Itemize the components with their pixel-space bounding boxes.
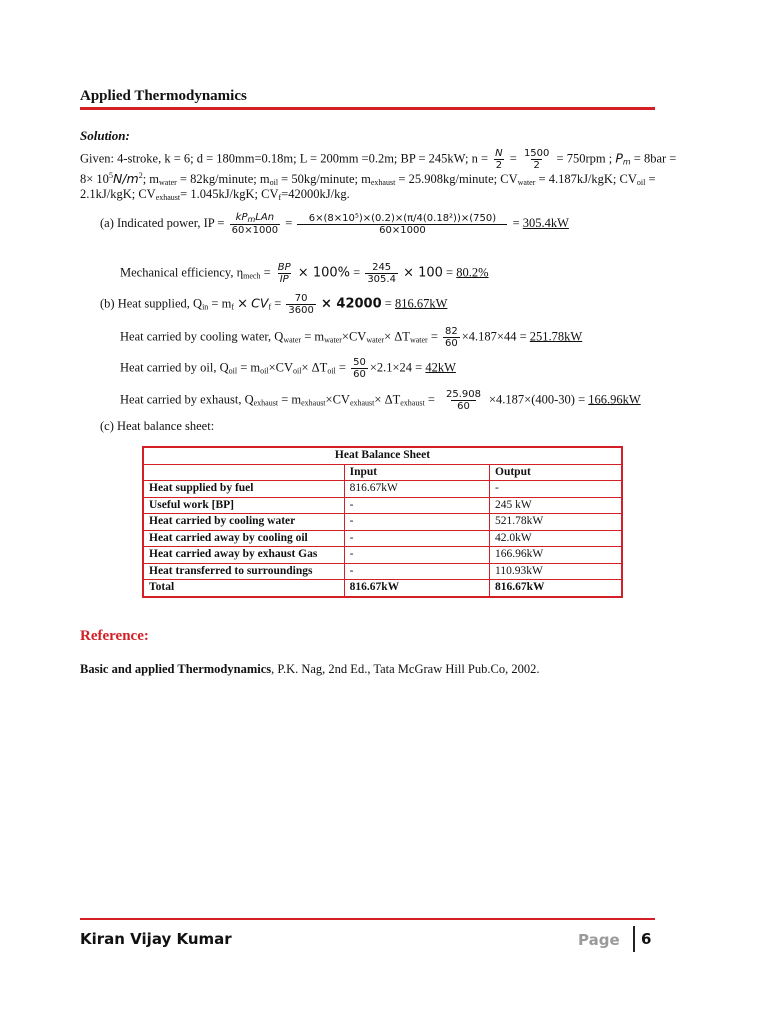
given-line-2: $8\times 10^5N/m^2$; $m_{water}$ = 82kg/minute; $m_{oil}$ = 50kg/minute; $m_{exhaust}$ = 25.908kg/minute; $CV_{water} = 4.187kJ/kgK$; $CV_{oil}$ =	[80, 171, 656, 187]
table-row	[143, 547, 622, 564]
table-title-row	[143, 447, 622, 464]
row-label: Heat carried by cooling water	[143, 514, 344, 531]
fraction: $\frac{1500}{2}$	[523, 148, 550, 171]
footer-page-number: 6	[641, 930, 652, 948]
row-label: Heat supplied by fuel	[143, 481, 344, 498]
header-divider	[80, 107, 655, 110]
heat-balance-table	[142, 446, 623, 598]
heat-oil: Heat carried by oil, $Q_{oil} = m_{oil}\times CV_{oil}\times \Delta T_{oil}$ = $\frac{50}{60}$ ×2.1×24 = 42kW	[120, 357, 456, 380]
column-header-output: Output	[490, 464, 623, 481]
output-cell: 245 kW	[490, 497, 623, 514]
column-header-input: Input	[344, 464, 489, 481]
solution-heading: Solution:	[80, 128, 130, 143]
row-label: Heat carried away by exhaust Gas	[143, 547, 344, 564]
mechanical-efficiency: Mechanical efficiency, $\eta_{mech}$ = $\frac{BP}{IP}$ × 100% = $\frac{245}{305.4}$ × 100 = 80.2%	[120, 262, 489, 285]
fraction: $\frac{245}{305.4}$	[367, 262, 396, 285]
cooling-water-result: 251.78kW	[529, 329, 583, 344]
output-cell: 166.96kW	[490, 547, 623, 564]
fraction: $\frac{82}{60}$	[445, 326, 458, 349]
row-label: Useful work [BP]	[143, 497, 344, 514]
reference-heading: Reference:	[80, 628, 149, 644]
table-row	[143, 580, 622, 597]
reference-details: , P.K. Nag, 2nd Ed., Tata McGraw Hill Pub.Co, 2002.	[271, 662, 540, 676]
footer-page-label: Page	[578, 931, 620, 949]
fraction: $\frac{kP_mLAn}{60\times 1000}$	[231, 212, 279, 236]
input-cell: 816.67kW	[344, 481, 489, 498]
row-label: Heat transferred to surroundings	[143, 563, 344, 580]
fraction: $\frac{\text{6×(8×10⁵)×(0.2)×(π/4(0.18²))×(750)}}{60\times 1000}$	[297, 213, 507, 236]
part-b-heat-supplied: (b) Heat supplied, $Q_{in} = m_f \times CV_f$ = $\frac{70}{3600}$ × 42000 = 816.67kW	[100, 293, 448, 316]
table-row	[143, 563, 622, 580]
part-a-indicated-power: (a) Indicated power, IP = $\frac{kP_mLAn}{60\times 1000}$ = $\frac{\text{6×(8×10⁵)×(0.2)×(π/4(0.18²))×(750)}}{60\times 1000}$ = 305.4kW	[100, 212, 569, 236]
output-cell: -	[490, 481, 623, 498]
mechanical-efficiency-result: 80.2%	[456, 265, 489, 280]
table-row	[143, 481, 622, 498]
heat-cooling-water: Heat carried by cooling water, $Q_{water} = m_{water}\times CV_{water}\times \Delta T_{water}$ = $\frac{82}{60}$ ×4.187×44 = 251.78kW	[120, 326, 583, 349]
input-cell: 816.67kW	[344, 580, 489, 597]
fraction: $\frac{BP}{IP}$	[277, 262, 291, 285]
table-row	[143, 530, 622, 547]
input-cell: -	[344, 514, 489, 531]
row-label: Total	[143, 580, 344, 597]
exhaust-result: 166.96kW	[588, 392, 641, 407]
fraction: $\frac{25.908}{60}$	[446, 389, 481, 412]
table-header-blank	[143, 464, 344, 481]
reference-book-title: Basic and applied Thermodynamics	[80, 662, 272, 676]
table-row	[143, 514, 622, 531]
given-text: Given: 4-stroke, k = 6; d = 180mm=0.18m; L = 200mm =0.2m; BP = 245kW; n =	[80, 151, 489, 166]
input-cell: -	[344, 563, 489, 580]
fraction: $\frac{70}{3600}$	[288, 293, 314, 316]
input-cell: -	[344, 497, 489, 514]
given-line-3: 2.1kJ/kgK; $CV_{exhaust}= 1.045kJ/kgK$; $CV_f=42000kJ/kg$.	[80, 187, 350, 202]
output-cell: 816.67kW	[490, 580, 623, 597]
input-cell: -	[344, 547, 489, 564]
output-cell: 42.0kW	[490, 530, 623, 547]
page-header-title: Applied Thermodynamics	[80, 88, 247, 104]
reference-citation	[80, 662, 539, 677]
row-label: Heat carried away by cooling oil	[143, 530, 344, 547]
table-row	[143, 497, 622, 514]
output-cell: 521.78kW	[490, 514, 623, 531]
given-line-1: Given: 4-stroke, k = 6; d = 180mm=0.18m; L = 200mm =0.2m; BP = 245kW; n = $\frac{N}{2}$ = $\frac{1500}{2}$ = 750rpm ; $P_m = 8bar$ =	[80, 148, 677, 171]
part-c-label: (c) Heat balance sheet:	[100, 419, 215, 433]
oil-result: 42kW	[425, 360, 456, 375]
output-cell: 110.93kW	[490, 563, 623, 580]
table-title: Heat Balance Sheet	[143, 447, 622, 464]
input-cell: -	[344, 530, 489, 547]
heat-supplied-result: 816.67kW	[394, 296, 448, 311]
footer-separator	[633, 926, 635, 952]
footer-author: Kiran Vijay Kumar	[80, 930, 232, 948]
fraction: $\frac{N}{2}$	[495, 148, 503, 171]
table-header-row	[143, 464, 622, 481]
heat-exhaust: Heat carried by exhaust, $Q_{exhaust} = m_{exhaust}\times CV_{exhaust}\times \Delta T_{exhaust}$ = $\frac{25.908}{60}$ ×4.187×(400-30) = 166.96kW	[120, 389, 641, 412]
fraction: $\frac{50}{60}$	[353, 357, 366, 380]
indicated-power-result: 305.4kW	[522, 215, 569, 230]
table-body	[143, 481, 622, 597]
footer-divider	[80, 918, 655, 920]
